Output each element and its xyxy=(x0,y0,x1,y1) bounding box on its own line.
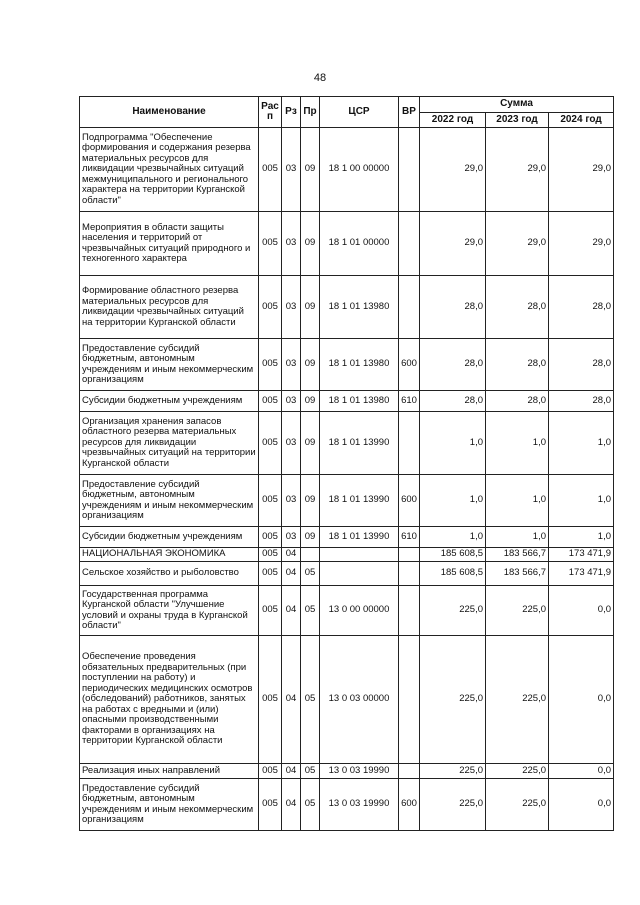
cell-csr: 18 1 01 00000 xyxy=(320,212,399,276)
cell-sum-2022: 28,0 xyxy=(420,391,486,412)
cell-rasp: 005 xyxy=(259,391,282,412)
cell-pr: 09 xyxy=(301,276,320,339)
cell-name: Предоставление субсидий бюджетным, автономным учреждениям и иным некоммерческим организациям xyxy=(80,475,259,527)
header-vr: ВР xyxy=(399,97,420,128)
cell-rasp: 005 xyxy=(259,548,282,562)
cell-sum-2023: 225,0 xyxy=(486,779,549,831)
cell-pr: 05 xyxy=(301,562,320,586)
cell-csr: 18 1 01 13980 xyxy=(320,391,399,412)
cell-sum-2022: 28,0 xyxy=(420,276,486,339)
cell-vr xyxy=(399,548,420,562)
header-rasp: Рас п xyxy=(259,97,282,128)
table-row xyxy=(80,548,614,562)
header-name: Наименование xyxy=(80,97,259,128)
cell-sum-2023: 183 566,7 xyxy=(486,562,549,586)
cell-rz: 03 xyxy=(282,339,301,391)
cell-sum-2023: 1,0 xyxy=(486,475,549,527)
cell-pr: 05 xyxy=(301,779,320,831)
cell-sum-2024: 0,0 xyxy=(549,586,614,636)
cell-vr xyxy=(399,764,420,779)
header-rz: Рз xyxy=(282,97,301,128)
cell-pr: 09 xyxy=(301,475,320,527)
cell-rz: 04 xyxy=(282,586,301,636)
cell-rasp: 005 xyxy=(259,764,282,779)
cell-csr: 13 0 03 00000 xyxy=(320,636,399,764)
table-row xyxy=(80,212,614,276)
cell-rasp: 005 xyxy=(259,779,282,831)
cell-csr: 18 1 01 13990 xyxy=(320,527,399,548)
cell-rasp: 005 xyxy=(259,339,282,391)
cell-rz: 04 xyxy=(282,562,301,586)
cell-vr xyxy=(399,276,420,339)
cell-sum-2024: 0,0 xyxy=(549,764,614,779)
cell-sum-2024: 1,0 xyxy=(549,527,614,548)
cell-pr: 09 xyxy=(301,391,320,412)
cell-sum-2022: 225,0 xyxy=(420,779,486,831)
cell-csr: 18 1 01 13980 xyxy=(320,276,399,339)
cell-name: Субсидии бюджетным учреждениям xyxy=(80,391,259,412)
table-row xyxy=(80,339,614,391)
table-row xyxy=(80,586,614,636)
cell-sum-2023: 28,0 xyxy=(486,391,549,412)
cell-sum-2022: 29,0 xyxy=(420,128,486,212)
cell-vr: 610 xyxy=(399,391,420,412)
cell-sum-2022: 225,0 xyxy=(420,764,486,779)
cell-rz: 04 xyxy=(282,764,301,779)
cell-csr: 18 1 01 13990 xyxy=(320,412,399,475)
cell-vr xyxy=(399,212,420,276)
header-year-2023: 2023 год xyxy=(486,113,549,128)
table-row xyxy=(80,475,614,527)
cell-rz: 03 xyxy=(282,212,301,276)
cell-rz: 03 xyxy=(282,412,301,475)
cell-rasp: 005 xyxy=(259,527,282,548)
cell-rz: 03 xyxy=(282,128,301,212)
cell-sum-2022: 225,0 xyxy=(420,636,486,764)
cell-name: Реализация иных направлений xyxy=(80,764,259,779)
cell-sum-2022: 1,0 xyxy=(420,527,486,548)
cell-rz: 03 xyxy=(282,391,301,412)
cell-rasp: 005 xyxy=(259,636,282,764)
cell-csr: 18 1 01 13990 xyxy=(320,475,399,527)
cell-rz: 04 xyxy=(282,779,301,831)
cell-name: Субсидии бюджетным учреждениям xyxy=(80,527,259,548)
cell-rasp: 005 xyxy=(259,128,282,212)
cell-vr: 610 xyxy=(399,527,420,548)
cell-rz: 03 xyxy=(282,475,301,527)
cell-name: Сельское хозяйство и рыболовство xyxy=(80,562,259,586)
cell-vr: 600 xyxy=(399,475,420,527)
cell-rz: 04 xyxy=(282,636,301,764)
cell-sum-2024: 173 471,9 xyxy=(549,562,614,586)
header-year-2022: 2022 год xyxy=(420,113,486,128)
cell-sum-2023: 1,0 xyxy=(486,527,549,548)
header-year-2024: 2024 год xyxy=(549,113,614,128)
cell-pr: 05 xyxy=(301,764,320,779)
cell-sum-2024: 28,0 xyxy=(549,339,614,391)
budget-table xyxy=(79,96,614,831)
cell-vr xyxy=(399,586,420,636)
table-row xyxy=(80,128,614,212)
cell-sum-2022: 1,0 xyxy=(420,475,486,527)
cell-pr: 05 xyxy=(301,636,320,764)
cell-pr: 09 xyxy=(301,212,320,276)
cell-csr xyxy=(320,562,399,586)
cell-name: Предоставление субсидий бюджетным, автономным учреждениям и иным некоммерческим организациям xyxy=(80,339,259,391)
cell-sum-2024: 28,0 xyxy=(549,276,614,339)
cell-sum-2024: 173 471,9 xyxy=(549,548,614,562)
cell-name: НАЦИОНАЛЬНАЯ ЭКОНОМИКА xyxy=(80,548,259,562)
header-csr: ЦСР xyxy=(320,97,399,128)
cell-vr xyxy=(399,636,420,764)
cell-sum-2022: 1,0 xyxy=(420,412,486,475)
cell-sum-2024: 29,0 xyxy=(549,212,614,276)
cell-sum-2024: 0,0 xyxy=(549,636,614,764)
cell-vr: 600 xyxy=(399,339,420,391)
cell-sum-2022: 185 608,5 xyxy=(420,548,486,562)
cell-sum-2024: 29,0 xyxy=(549,128,614,212)
table-body xyxy=(80,128,614,831)
cell-sum-2023: 29,0 xyxy=(486,128,549,212)
table-row xyxy=(80,276,614,339)
cell-sum-2022: 185 608,5 xyxy=(420,562,486,586)
cell-name: Мероприятия в области защиты населения и территорий от чрезвычайных ситуаций природного и техногенного характера xyxy=(80,212,259,276)
table-row xyxy=(80,527,614,548)
cell-csr: 18 1 01 13980 xyxy=(320,339,399,391)
cell-csr xyxy=(320,548,399,562)
cell-sum-2023: 28,0 xyxy=(486,339,549,391)
cell-sum-2022: 29,0 xyxy=(420,212,486,276)
cell-sum-2024: 0,0 xyxy=(549,779,614,831)
cell-pr: 05 xyxy=(301,586,320,636)
cell-pr: 09 xyxy=(301,412,320,475)
page-number: 48 xyxy=(313,72,327,84)
cell-csr: 13 0 03 19990 xyxy=(320,764,399,779)
cell-vr: 600 xyxy=(399,779,420,831)
cell-name: Предоставление субсидий бюджетным, автономным учреждениям и иным некоммерческим организациям xyxy=(80,779,259,831)
cell-name: Подпрограмма "Обеспечение формирования и содержания резерва материальных ресурсов для ликвидации чрезвычайных ситуаций межмуниципального и регионального характера на территории Курганской области" xyxy=(80,128,259,212)
table-row xyxy=(80,764,614,779)
cell-sum-2022: 225,0 xyxy=(420,586,486,636)
cell-vr xyxy=(399,412,420,475)
table-row xyxy=(80,391,614,412)
header-pr: Пр xyxy=(301,97,320,128)
cell-sum-2023: 1,0 xyxy=(486,412,549,475)
cell-name: Организация хранения запасов областного резерва материальных ресурсов для ликвидации чрезвычайных ситуаций на территории Курганской области xyxy=(80,412,259,475)
cell-pr xyxy=(301,548,320,562)
cell-sum-2023: 225,0 xyxy=(486,586,549,636)
table-row xyxy=(80,636,614,764)
header-sum: Сумма xyxy=(420,97,614,113)
cell-vr xyxy=(399,562,420,586)
cell-pr: 09 xyxy=(301,128,320,212)
table-row xyxy=(80,562,614,586)
cell-vr xyxy=(399,128,420,212)
cell-sum-2024: 1,0 xyxy=(549,412,614,475)
cell-rasp: 005 xyxy=(259,586,282,636)
table-header xyxy=(80,97,614,128)
cell-name: Формирование областного резерва материальных ресурсов для ликвидации чрезвычайных ситуаций на территории Курганской области xyxy=(80,276,259,339)
cell-rasp: 005 xyxy=(259,212,282,276)
cell-rasp: 005 xyxy=(259,412,282,475)
cell-rasp: 005 xyxy=(259,276,282,339)
cell-csr: 13 0 00 00000 xyxy=(320,586,399,636)
cell-rz: 03 xyxy=(282,276,301,339)
cell-sum-2023: 29,0 xyxy=(486,212,549,276)
cell-sum-2023: 225,0 xyxy=(486,636,549,764)
cell-sum-2023: 225,0 xyxy=(486,764,549,779)
table-row xyxy=(80,779,614,831)
cell-name: Обеспечение проведения обязательных предварительных (при поступлении на работу) и периодических медицинских осмотров (обследований) работников, занятых на работах с вредными и (или) опасными производственными факторами в организациях на территории Курганской области xyxy=(80,636,259,764)
table-row xyxy=(80,412,614,475)
cell-rasp: 005 xyxy=(259,475,282,527)
cell-csr: 13 0 03 19990 xyxy=(320,779,399,831)
cell-sum-2022: 28,0 xyxy=(420,339,486,391)
cell-rz: 03 xyxy=(282,527,301,548)
cell-rasp: 005 xyxy=(259,562,282,586)
cell-pr: 09 xyxy=(301,527,320,548)
cell-sum-2023: 183 566,7 xyxy=(486,548,549,562)
cell-rz: 04 xyxy=(282,548,301,562)
cell-sum-2023: 28,0 xyxy=(486,276,549,339)
cell-sum-2024: 1,0 xyxy=(549,475,614,527)
cell-pr: 09 xyxy=(301,339,320,391)
cell-csr: 18 1 00 00000 xyxy=(320,128,399,212)
cell-sum-2024: 28,0 xyxy=(549,391,614,412)
cell-name: Государственная программа Курганской области "Улучшение условий и охраны труда в Курганской области" xyxy=(80,586,259,636)
